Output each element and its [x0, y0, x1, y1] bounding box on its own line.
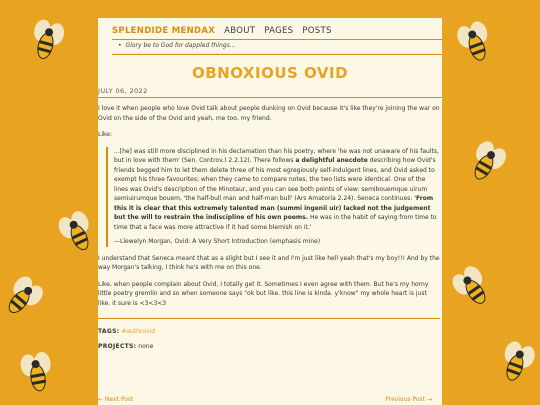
site-tagline: • Glory be to God for dappled things... — [118, 42, 235, 49]
post-title[interactable]: OBNOXIOUS OVID — [191, 64, 349, 82]
bee-decoration-icon — [445, 259, 498, 315]
projects-value: none — [138, 342, 154, 350]
bee-decoration-icon — [25, 14, 69, 65]
next-post-link[interactable]: ← Next Post — [98, 396, 134, 403]
post-paragraph: Like, when people complain about Ovid, I totally get it. Sometimes I even agree with them. But he's my horny little poetry gremlin and so when someone says "ok but like. this line is kinda. y'know" my whole heart is just like. it sure is <3<3<3 — [98, 280, 429, 307]
blockquote — [106, 147, 440, 247]
nav-pages-link[interactable]: PAGES — [264, 26, 294, 36]
bee-decoration-icon — [494, 336, 540, 389]
post-paragraph: I understand that Seneca meant that as a slight but I see it and I'm just like hell yeah that's my boy!!! And by the way Morgan's talking, I think he's with me on this one. — [98, 254, 440, 271]
bee-decoration-icon — [52, 205, 101, 259]
projects-label: PROJECTS: — [98, 342, 137, 350]
quote-citation: —Llewelyn Morgan, Ovid: A Very Short Introduction (emphasis mine) — [114, 238, 321, 245]
quote-text: describing how Ovid's friends begged him to let them delete three of his most egregiously self-indulgent lines, and Ovid asked to exempt his three favourites; when they came to compare notes, the two lists were identical. One of the lines was Ovid's description of the Minotaur, and you can see both points of view: semibouemque uirum semiuirumque bouem, 'the half-bull man and half-man bull' (Ars Amatoria 2.24). Seneca continues: — [114, 157, 436, 202]
bee-decoration-icon — [0, 269, 50, 325]
post-navigation — [98, 396, 432, 403]
quote-text: He was in the habit of saying from time to time that a face was more attractive if it had some blemish on it.' — [114, 214, 437, 231]
site-title-link[interactable]: SPLENDIDE MENDAX — [112, 26, 216, 36]
tags-divider — [98, 318, 440, 319]
quote-paragraph — [114, 147, 440, 233]
nav-posts-link[interactable]: POSTS — [302, 26, 332, 36]
tagline-divider — [112, 54, 442, 55]
post-date: JULY 06, 2022 — [98, 87, 148, 95]
post-page — [98, 18, 442, 405]
tags-row — [98, 327, 440, 337]
bee-decoration-icon — [16, 347, 57, 396]
bee-decoration-icon — [461, 134, 512, 189]
bee-decoration-icon — [452, 16, 499, 69]
top-nav — [112, 26, 442, 36]
previous-post-link[interactable]: Previous Post → — [385, 396, 432, 403]
projects-row — [98, 342, 440, 352]
post-body — [98, 104, 440, 351]
nav-divider — [112, 39, 442, 40]
quote-bold-text: a delightful anecdote — [295, 157, 368, 164]
date-divider — [98, 97, 442, 98]
nav-about-link[interactable]: ABOUT — [224, 26, 256, 36]
post-paragraph: I love it when people who love Ovid talk about people dunking on Ovid because it's like they're joining the war on Ovid on the side of the Ovid and yeah, me too, my friend. — [98, 105, 440, 122]
tag-link[interactable]: #authrovid — [121, 328, 156, 335]
quote-text: ...[he] was still more disciplined in his declamation than his poetry, where 'he was not unaware of his faults, but in love with them' (Sen. Controv.) 2.2.12). There follows — [114, 147, 439, 164]
post-paragraph: Like: — [98, 131, 112, 138]
tags-label: TAGS: — [98, 328, 120, 335]
quote-bold-text: 'From this it is clear that this extremely talented man (summi ingenii uir) lacked not the judgement but the will to restrain the indiscipline of his own poems. — [114, 195, 434, 221]
